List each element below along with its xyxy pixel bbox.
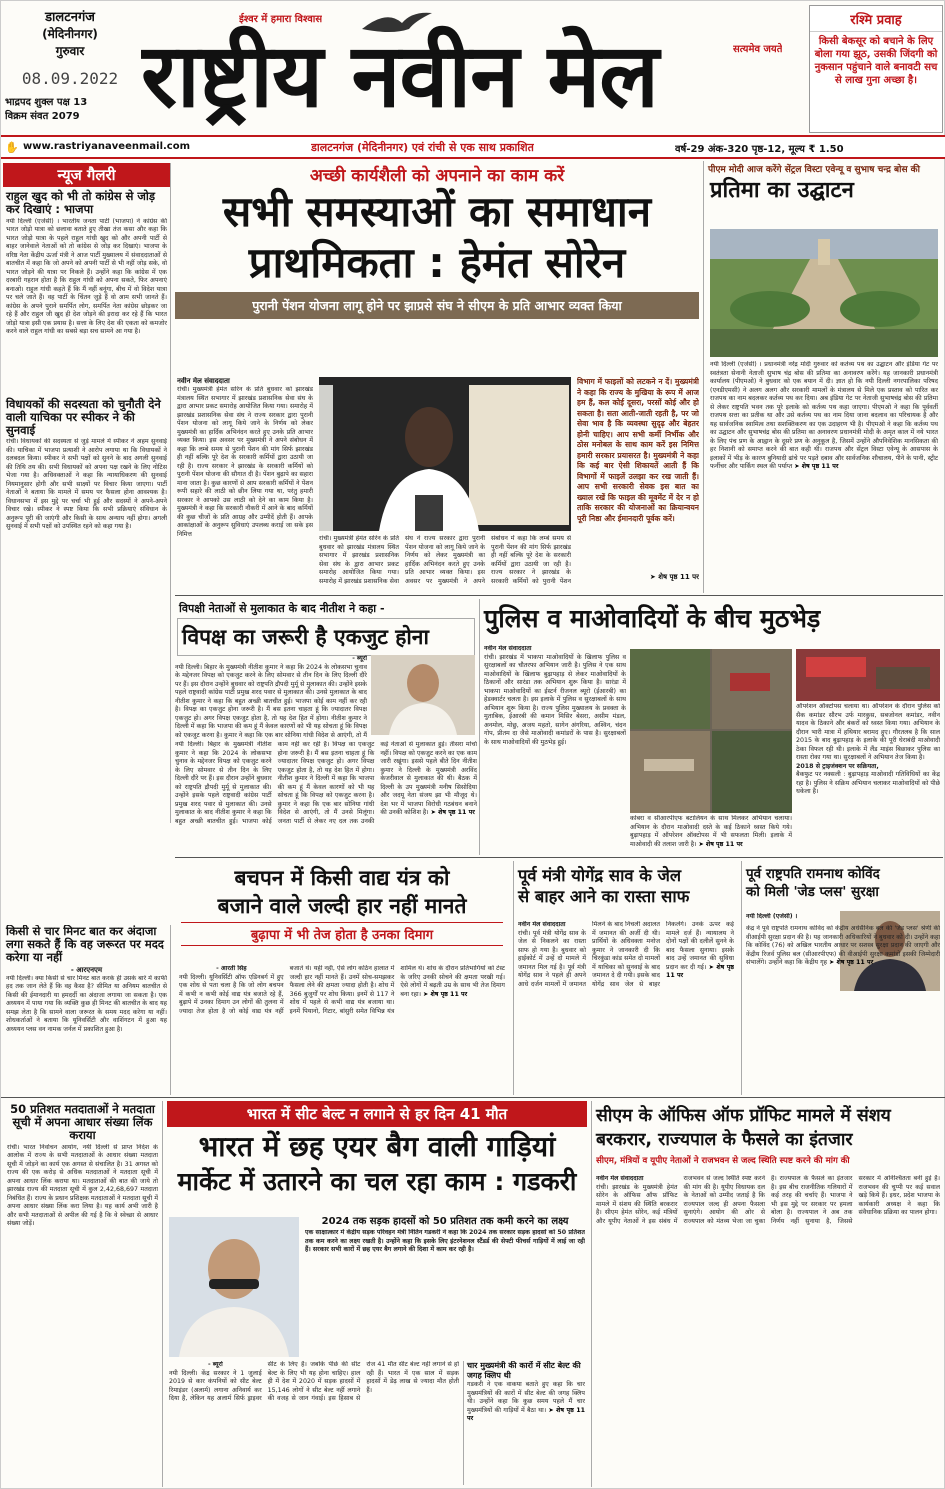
voter-aadhaar-story [3, 1101, 163, 1487]
gadkari-sub: 2024 तक सड़क हादसों को 50 प्रतिशत तक कमी करने का लक्ष्य [321, 1216, 569, 1227]
s1-headline: राहुल खुद को भी तो कांग्रेस से जोड़ कर दिखाएं : भाजपा [6, 189, 156, 216]
kovind-title-line2: को मिली 'जेड प्लस' सुरक्षा [746, 884, 879, 901]
maoist-body3: बैकफुट पर नक्सली : बुढ़ापहाड़ माओवादी गतिविधियों का केंद्र रहा है। पुलिस ने सक्रिय अभियान चलाकर माओवादियों को पीछे धकेला है। [796, 771, 940, 795]
nitish-more-link[interactable]: ➤ शेष पृष्ठ 11 पर [430, 809, 475, 816]
rashmi-text: किसी बेकसूर को बचाने के लिए बोला गया झूठ, उसकी जिंदगी को नुकसान पहुंचाने वाले बनावटी सच से लाख गुना अच्छा है। [814, 36, 938, 86]
cmoffice-title-line1: सीएम के ऑफिस ऑफ प्रॉफिट मामले में संशय [596, 1106, 891, 1126]
lead-byline: नवीन मेल संवाददाता [177, 377, 230, 385]
maoist-body-right [796, 703, 940, 853]
divider-1 [175, 595, 943, 596]
nitish-body-top [175, 655, 367, 739]
maoist-more-label: शेष पृष्ठ 11 पर [705, 840, 743, 848]
music-title-line1: बचपन में किसी वाद्य यंत्र को [234, 866, 450, 890]
lead-more-label[interactable]: शेष पृष्ठ 11 पर [658, 573, 699, 581]
lead-title-line1: सभी समस्याओं का समाधान [222, 187, 652, 236]
music-body-text: नयी दिल्ली। यूनिवर्सिटी ऑफ एडिनबर्ग में हुए एक शोध से पता चला है कि जो लोग बचपन में कभी न कभी कोई वाद्य यंत्र बजाते रहे हैं, बुढ़ापे में उनका दिमाग उन लोगों की तुलना में ज्यादा तेज होता है जो कोई वाद्य यंत्र नहीं बजाते थे। यही नहीं, ऐसे लोग कठिन हालात में जल्दी हार नहीं मानते हैं। उनमें सोच-समझकर फैसला लेने की क्षमता ज्यादा होती है। शोध में 366 बुजुर्गों पर शोध किया। इनमें से 117 ने शोध में पहले से कभी वाद्य यंत्र बजाया था। इनमें पियानो, गिटार, बांसुरी समेत विभिन्न यंत्र शामिल थे। शोध के दौरान प्रतिभागियों को टेस्ट के जरिए उनकी सोचने की क्षमता परखी गई। ऐसे लोगों में बढ़ती उम्र के साथ भी तेज दिमाग बना रहा। [179, 965, 505, 1015]
maoist-photo-collage [630, 649, 792, 813]
cmoffice-body-text: रांची। झारखंड के मुख्यमंत्री हेमंत सोरेन के ऑफिस ऑफ प्रॉफिट मामले में संशय की स्थिति बरकरार है। सीएम हेमंत सोरेन, कई मंत्रियों और यूपीए नेताओं ने इस संबंध में राजभवन से जल्द स्थिति स्पष्ट करने की मांग की है। यूपीए विधायक दल के नेताओं को उम्मीद जताई है कि राज्यपाल जल्द ही अपना फैसला सुनाएंगे। आयोग की ओर से राज्यपाल को मंतव्य भेजा जा चुका है। राज्यपाल के फैसले का इंतजार है। इस बीच राजनीतिक गलियारों में कई तरह की चर्चाएं हैं। भाजपा ने भी इस मुद्दे पर सरकार पर हमला बोला है। राज्यपाल ने अब तक निर्णय नहीं सुनाया है, जिससे सरकार में अनिश्चितता बनी हुई है। राजभवन की चुप्पी पर कई सवाल खड़े किये हैं। इधर, प्रदेश भाजपा के कार्यकारी अध्यक्ष ने कहा कि संवैधानिक प्रक्रिया का पालन होगा। [596, 1175, 940, 1225]
s4-body: रांची। भारत निर्वाचन आयोग, नयी दिल्ली से प्राप्त निर्देश के आलोक में राज्य के सभी मतदाताओं के आधार संख्या मतदाता सूची में जोड़ने का कार्य एक अगस्त से संचालित है। 31 अगस्त को राज्य की एक करोड़ से अधिक मतदाताओं ने मतदाता सूची में अपना आधार लिंक कराया था। मतदाताओं की बात की जाये तो झारखंड राज्य की मतदाता सूची में कुल 2,42,68,697 मतदाता निबंधित हैं। राज्य के प्रधान प्रशिक्षक मतदाताओं ने मतदाता सूची में अपना आधार संख्या लिंक करा लिया है। यह कार्य अभी जारी है और सभी मतदाताओं से अपील की गई है कि वे स्वेच्छा से आधार संख्या जोड़ें। [7, 1143, 158, 1228]
gadkari-story [167, 1101, 587, 1487]
nitish-title: विपक्ष का जरूरी है एकजुट होना [177, 618, 475, 656]
music-more-link[interactable]: ➤ शेष पृष्ठ 11 पर [423, 990, 468, 998]
gadkari-kicker: भारत में सीट बेल्ट न लगाने से हर दिन 41 मौत [167, 1101, 587, 1127]
music-byline: - आरती सिंह [216, 965, 247, 972]
kovind-title-line1: पूर्व राष्ट्रपति रामनाथ कोविंद [746, 866, 880, 882]
s1-body: नयी दिल्ली (एजेंसी) । भारतीय जनता पार्टी (भाजपा) ने कांग्रेस की भारत जोड़ो यात्रा को छलावा बताते हुए तीखा तंज कसा और कहा कि भारत जोड़ो यात्रा के पहले राहुल गांधी खुद को और अपनी पार्टी से बाहर जानेवाले नेताओं को तो कांग्रेस से जोड़ कर दिखाएं। भाजपा के वरिष्ठ नेता केंद्रीय ऊर्जा मंत्री ने आज पार्टी मुख्यालय में संवाददाताओं से बातचीत में कहा कि जो अपने को अपनी पार्टी से भी नहीं जोड़ सके, वो भारत जोड़ने की यात्रा पर निकले हैं। उन्होंने कहा कि कांग्रेस में एक दरबारी गहरान होता है कि राहुल गांधी को अपना सकते, फिर अपनाएं बनाओ। राहुल गांधी कहते हैं कि मैं नहीं बनूंगा, बीच में वो विदेश यात्रा पर चले जाते हैं। वह पार्टी के चिंतन जुड़े हैं वो आम सभी जानते हैं। कांग्रेस के अपने पुराने समर्पित लोग, समर्पित नेता कांग्रेस छोड़कर जा रहे हैं और राहुल जी खुद ही देश जोड़ने की इरादा कर रहे हैं कि भारत जोड़ो यात्रा इसी एक प्रयास है। सत्ता के लिए देश की एकता को कमजोर करने वाले राहुल गांधी का सबसे बड़ा सच सामने आ गया है। [6, 217, 167, 336]
nitish-more-label: शेष पृष्ठ 11 पर [438, 809, 475, 816]
masthead-title: राष्ट्रीय नवीन मेल [141, 24, 658, 127]
vista-body-text: नयी दिल्ली (एजेंसी) । प्रधानमंत्री नरेंद्र मोदी गुरुवार को कर्तव्य पथ का उद्घाटन और इंडिया गेट पर स्वतंत्रता सेनानी नेताजी सुभाष चंद्र बोस की प्रतिमा का अनावरण करेंगे। यह जानकारी प्रधानमंत्री कार्यालय (पीएमओ) ने बुधवार को एक बयान में दी। ज्ञात हो कि नयी दिल्ली नगरपालिका परिषद (एनडीएमसी) ने अलग अलग और सरकारी मामलों के मंत्रालय से मिले एक प्रस्ताव को पारित कर राजपथ का नाम बदलकर कर्तव्य पथ कर दिया। अब इंडिया गेट पर नेताजी सुभाषचंद्र बोस की प्रतिमा से लेकर राष्ट्रपति भवन तक पूरे इलाके को कर्तव्य पथ कहा जाएगा। पीएमओ ने कहा कि पूर्ववर्ती राजपथ सत्ता का प्रतीक था और उसे कर्तव्य पथ का नाम दिया जाना बदलाव का परिचायक है और यह सार्वजनिक स्वामित्व तथा सशक्तिकरण का एक उदाहरण भी है। पीएमओ ने कहा कि कर्तव्य पथ का उद्घाटन और सुभाषचंद्र बोस की प्रतिमा का अनावरण प्रधानमंत्री मोदी के अमृत काल में नये भारत के लिए पंच प्रण के आह्वान के दूसरे प्रण के अनुकूल है, जिसमें उन्होंने औपनिवेशिक मानसिकता की हर निशानी को समाप्त करने की बात कही थी। राजपथ और सेंट्रल विस्टा एवेन्यू के आसपास के इलाकों में भीड़ के कारण बुनियादी ढांचे पर पड़ते दबाव और सार्वजनिक शौचालय, पीने के पानी, स्ट्रीट फर्नीचर और पार्किंग स्थल की पर्याप्त [710, 361, 938, 470]
masthead-district: (मेदिनीनगर) [42, 27, 98, 41]
masthead-panchang2: विक्रम संवत 2079 [5, 111, 80, 122]
music-body [179, 965, 505, 1093]
vista-body [710, 361, 938, 589]
s3-byline: - आरएनएम [70, 965, 103, 974]
maoist-title: पुलिस व माओवादियों के बीच मुठभेड़ [484, 604, 821, 633]
gadkari-body [169, 1361, 459, 1485]
masthead-bar [1, 135, 945, 159]
s3-body: नयी दिल्ली। क्या किसी से चार मिनट बात करके ही उसके बारे में काफी हद तक जान लेते हैं कि वह कैसा है? सीमित या अनियम बातचीत से किसी की ईमानदारी या हमदर्दी का अंदाजा लगाया जा सकता है। एक अध्ययन में पाया गया कि व्यक्ति कुछ ही मिनट की बातचीत के बाद यह समझ लेता है कि सामने वाला जरूरत के समय मदद करेगा या नहीं। शोधकर्ताओं ने बताया कि यूनिवर्सिटी और वाशिंगटन में हुआ यह अध्ययन प्लस वन नामक जर्नल में प्रकाशित हुआ है। [6, 974, 167, 1033]
masthead-edition: डालटनगंज (मेदिनीनगर) एवं रांची से एक साथ प्रकाशित [311, 141, 534, 154]
gadkari-photo [169, 1217, 299, 1357]
masthead-left-box [5, 7, 135, 155]
nitish-photo [371, 655, 475, 735]
music-more-label: शेष पृष्ठ 11 पर [430, 990, 468, 998]
maoist-body-left [484, 645, 626, 853]
maoist-body1: रांची। झारखंड में भाकपा माओवादियों के खिलाफ पुलिस व सुरक्षाबलों का चौतरफा अभियान जारी है। पुलिस ने एक साथ माओवादियों के खिलाफ बुढ़ापहाड़ से लेकर माओवादियों के ठिकानों और सारंडा तक अभियान शुरू किया है। सारंडा में भाकपा माओवादियों का ईस्टर्न रीजनल ब्यूरो (ईआरबी) का हेडक्वार्टर चलता है। इस इलाके में पुलिस व सुरक्षाबलों के साथ अभियान शुरू किया है। राज्य पुलिस मुख्यालय के प्रवक्ता के मुताबिक, ईआरबी की कमान मिसिर बेसरा, असीम मंडल, अनमोल, मोछु, अजय महतो, सागेन अंगरिया, अश्विन, चंदन गोप, प्रीतम दा जैसे माओवादी कमांडरों के पास है। सुरक्षाबलों के साथ माओवादियों की मुठभेड़ हुई। [484, 653, 626, 746]
lead-body-left [177, 377, 313, 587]
nitish-body-bottom [175, 741, 477, 853]
masthead-panchang1: भाद्रपद शुक्ल पक्ष 13 [5, 97, 88, 108]
maoist-photo-2 [796, 649, 940, 701]
gadkari-box-body [467, 1381, 585, 1424]
masthead-motto: सत्यमेव जयते [733, 44, 783, 55]
divider-3 [1, 1097, 945, 1098]
vista-kicker: पीएम मोदी आज करेंगे सेंट्रल विस्टा एवेन्यू व सुभाष चन्द्र बोस की [708, 165, 920, 175]
gadkari-box [463, 1361, 585, 1485]
vista-more-link[interactable]: ➤ शेष पृष्ठ 11 पर [794, 463, 839, 470]
maoist-body-mid [630, 815, 792, 853]
gadkari-box-body-text: गडकरी ने एक वाकया बताते हुए कहा कि चार मुख्यमंत्रियों की कारों में सीट बेल्ट की जगह क्लिप थी। उन्होंने कहा कि कुछ समय पहले मैं चार मुख्यमंत्रियों की गाड़ियों में बैठा था। [467, 1381, 585, 1414]
lead-kicker: अच्छी कार्यशैली को अपनाने का काम करें [309, 166, 565, 186]
lead-title-line2: प्राथमिकता : हेमंत सोरेन [248, 238, 626, 288]
cmoffice-strap: सीएम, मंत्रियों व यूपीए नेताओं ने राजभवन से जल्द स्थिति स्पष्ट करने की मांग की [596, 1156, 850, 1167]
cm-office-story [591, 1101, 943, 1487]
s3-headline: किसी से चार मिनट बात कर अंदाजा लगा सकते हैं कि वह जरूरत पर मदद करेगा या नहीं [6, 925, 164, 964]
kovind-more-link[interactable]: ➤ शेष पृष्ठ 11 पर [828, 959, 874, 966]
kovind-body-text: केंद्र ने पूर्व राष्ट्रपति रामनाथ कोविंद को केंद्रीय अर्धसैनिक बल की 'जेड प्लस' श्रेणी की वीआईपी सुरक्षा प्रदान की है। यह जानकारी अधिकारियों ने बुधवार को दी। उन्होंने कहा कि कोविंद (76) को अखिल भारतीय आधार पर सशस्त्र सुरक्षा प्रदान की जाएगी और केंद्रीय रिजर्व पुलिस बल (सीआरपीएफ) की वीआईपी सुरक्षा कमांडो इसकी जिम्मेदारी संभालेंगे। उन्होंने कहा कि केंद्रीय गृह [746, 925, 940, 966]
yogendra-more-label: शेष पृष्ठ 11 पर [666, 963, 734, 979]
gadkari-more-link[interactable]: ➤ शेष पृष्ठ 11 पर [467, 1406, 585, 1422]
rashmi-box [809, 5, 943, 133]
gadkari-body-text: नयी दिल्ली। केंद्र सरकार ने 1 जुलाई 2019 से कार कंपनियों को सीट बेल्ट रिमाइंडर (अलार्म) लगाना अनिवार्य कर दिया है, लेकिन यह अलार्म सिर्फ ड्राइवर सीट के लिए है। जबकि पीछे की सीट बेल्ट के लिए भी यह होना चाहिए। हाल ही में देश में 2020 में सड़क हादसों में 15,146 लोगों ने सीट बेल्ट नहीं लगाने की वजह से जान गंवाई। इस हिसाब से रोज 41 मौत सीट बेल्ट नहीं लगाने से हो रही हैं। भारत में एक साल में सड़क हादसों में डेढ़ लाख से ज्यादा मौत होती हैं। [169, 1361, 459, 1402]
kovind-story [741, 861, 943, 1095]
lead-quote: विभाग में फाइलों को लटकने न दें। मुख्यमंत्री ने कहा कि राज्य के मुखिया के रूप में आज हम हैं, कल कोई दूसरा, परसों कोई और हो सकता है। सता आती-जाती रहती है, पर जो सेवा भाव है कि व्यवस्था सुदृढ़ और बेहतर होनी चाहिए। आप सभी कर्मी निर्भीक और ठोस मनोबल के साथ काम करें इस निमित्त हमारी सरकार प्रयासरत है। मुख्यमंत्री ने कहा कि कई बार ऐसी शिकायतें आती हैं कि विभागों में फाइलें उलझा कर रख जाती हैं। आप सभी सरकारी सेवक इस बात का ख्याल रखें कि फाइल की मूवमेंट में देर न हो ताकि सरकार की योजनाओं का क्रियान्वयन पूरी निष्ठा और ईमानदारी पूर्वक करें। [577, 377, 699, 523]
masthead-city: डालटनगंज [45, 10, 95, 25]
yogendra-more-link[interactable]: ➤ शेष पृष्ठ 11 पर [666, 963, 734, 979]
gadkari-title-line1: भारत में छह एयर बैग वाली गाड़ियां [198, 1130, 556, 1163]
maoist-body2: ऑपरेशन ऑक्टोपस चलाया था। ऑपरेशन के दौरान पुलिस को सैक कमांडर सौरभ उर्फ मारकुस, सबजोनल कमांडर, नवीन यादव के ठिकाने और बंकरों को ध्वस्त किया गया। अभियान के दौरान भारी मात्रा में हथियार बरामद हुए। गौरतलब है कि साल 2015 के बाद बुढ़ापहाड़ के इलाके की पूरी घेराबंदी माओवादी ठेका विफल रही थी। इलाके में लैंड माइंस बिछाकर पुलिस का रास्ता रोका गया था। सुरक्षाबलों ने अभियान तेज किया है। [796, 703, 940, 761]
lead-body-continued: रांची। मुख्यमंत्री हेमंत सोरेन के प्रति बुधवार को झारखंड मंत्रालय स्थित सभागार में झारखंड प्रशासनिक सेवा संघ के द्वारा आभार प्रकट समारोह आयोजित किया गया। समारोह में झारखंड प्रशासनिक सेवा संघ ने राज्य सरकार द्वारा पुरानी पेंशन योजना को लागू किये जाने के निर्णय को लेकर मुख्यमंत्री का हार्दिक अभिनंदन करते हुए उनके प्रति आभार व्यक्त किया। इस अवसर पर मुख्यमंत्री ने अपने संबोधन में कहा कि लम्बे समय से पुरानी पेंशन की मांग सिर्फ झारखंड ही नहीं बल्कि पूरे देश के सरकारी कर्मियों द्वारा उठायी जा रही है। राज्य सरकार ने झारखंड के सरकारी कर्मियों को पुरानी पेंशन [319, 535, 571, 585]
s2-headline: विधायकों की सदस्यता को चुनौती देने वाली याचिका पर स्पीकर ने की सुनवाई [6, 396, 161, 437]
news-gallery-heading: न्यूज गैलरी [3, 163, 170, 187]
s3-story [3, 925, 171, 1095]
lead-quote-box [577, 377, 699, 589]
hemant-soren-photo [319, 377, 571, 531]
gadkari-lead-text: एक साक्षात्कार में केंद्रीय सड़क परिवहन मंत्री नितिन गडकरी ने कहा कि 2024 तक सरकार सड़क हादसों को 50 प्रतिशत तक कम करने का लक्ष्य रखती है। उन्होंने कहा कि इसके लिए इंटरनेशनल स्टैंडर्ड की सेफ्टी फीचर्स गाड़ियों में लाई जा रही हैं। सरकार सभी कारों में छह एयर बैग लगाने की दिशा में काम कर रही है। [305, 1229, 585, 1253]
yogendra-title-line1: पूर्व मंत्री योगेंद्र साव के जेल [518, 866, 682, 885]
maoist-byline: नवीन मेल संवाददाता [484, 645, 532, 652]
vista-story [703, 161, 943, 593]
globe-icon: ✋ [5, 141, 19, 154]
masthead-website[interactable]: www.rastriyanaveenmail.com [23, 141, 191, 152]
nitish-body-text: नयी दिल्ली। बिहार के मुख्यमंत्री नीतीश कुमार ने कहा कि 2024 के लोकसभा चुनाव के मद्देनजर विपक्ष को एकजुट करने के लिए सोमवार से तीन दिन के लिए दिल्ली दौरे पर हैं। इस दौरान उन्होंने बुधवार को राष्ट्रपति द्रौपदी मुर्मू से मुलाकात की। उन्होंने इसके पहले राष्ट्रवादी कांग्रेस पार्टी प्रमुख शरद पवार से मुलाकात की। उनसे मुलाकात के बाद नीतीश कुमार ने कहा कि बहुत अच्छी बातचीत हुई। भाजपा कोई काम नहीं कर रही है। विपक्ष का एकजुट होना जरूरी है। मैं बस इतना चाहता हूं कि ज्यादातर विपक्ष एकजुट हो। अगर विपक्ष एकजुट होता है, तो यह देश हित में होगा। नीतीश कुमार ने दिल्ली में कहा कि भाजपा की कम हूं मैं केवल कारणों को भी यह सोचता हूं कि विपक्ष को एकजुट करना है। कुमार ने कहा कि एक बार सोनिया गांधी विदेश से आएंगी, तो मैं [175, 663, 367, 739]
masthead-date: 08.09.2022 [21, 69, 119, 88]
gadkari-byline: - ब्यूरो [207, 1361, 223, 1368]
maoist-more-link[interactable]: ➤ शेष पृष्ठ 11 पर [698, 840, 743, 848]
nitish-byline: - ब्यूरो [352, 655, 367, 662]
nitish-figure [371, 655, 475, 735]
masthead [1, 1, 945, 159]
music-strap: बुढ़ापा में भी तेज होता है उनका दिमाग [181, 922, 503, 946]
divider-2 [175, 857, 943, 858]
cmoffice-byline: नवीन मेल संवाददाता [596, 1175, 644, 1182]
maoist-story [479, 599, 943, 855]
kovind-byline: नयी दिल्ली (एजेंसी) । [746, 913, 798, 920]
maoist-recovered-items [630, 649, 792, 813]
s4-headline: 50 प्रतिशत मतदाताओं ने मतदाता सूची में अपना आधार संख्या लिंक कराया [10, 1102, 155, 1142]
lead-more [577, 573, 699, 582]
central-vista-photo [710, 229, 938, 357]
yogendra-byline: नवीन मेल संवाददाता [518, 921, 566, 928]
news-gallery-column [3, 163, 171, 823]
arrow-icon: ➤ [649, 573, 656, 581]
gadkari-lead [305, 1229, 585, 1359]
gadkari-figure [169, 1217, 299, 1357]
vista-more-label: शेष पृष्ठ 11 पर [801, 463, 839, 470]
cmoffice-title-line2: बरकरार, राज्यपाल के फैसले का इंतजार [596, 1129, 853, 1150]
masthead-tagline: ईश्वर में हमारा विश्वास [239, 14, 323, 25]
masthead-day: गुरुवार [55, 44, 85, 58]
s2-body: रांची। विधायकों की सदस्यता से जुड़े मामले में स्पीकर ने अहम सुनवाई की। याचिका में भाजपा प्रत्याशी ने आरोप लगाया था कि विधायकों ने दलबदल किया। स्पीकर ने सभी पक्षों को सुनने के बाद अगली सुनवाई की तिथि तय की। सभी विधायकों को अपना पक्ष रखने के लिए नोटिस भेजा गया है। अधिवक्ताओं ने कहा कि न्यायाधिकरण की सुनवाई नियमानुसार होगी और सभी साक्ष्यों पर विचार किया जाएगा। पार्टी नेताओं ने बताया कि मामले में समय पर फैसला होना आवश्यक है। विधानसभा में इस मुद्दे पर चर्चा भी हुई और सदस्यों ने अपने-अपने विचार रखे। स्पीकर ने स्पष्ट किया कि सभी प्रक्रियाएं संविधान के अनुरूप पूरी की जाएंगी और किसी के साथ अन्याय नहीं होगा। अगली सुनवाई में सभी पक्षों को उपस्थित रहने को कहा गया है। [6, 438, 167, 531]
maoist-banners [796, 649, 940, 701]
nitish-kicker: विपक्षी नेताओं से मुलाकात के बाद नीतीश ने कहा - [179, 602, 385, 615]
gadkari-more-label: शेष पृष्ठ 11 पर [467, 1406, 585, 1422]
lead-strap: पुरानी पेंशन योजना लागू होने पर झाप्रसे संघ ने सीएम के प्रति आभार व्यक्त किया [175, 292, 699, 319]
yogendra-title-line2: से बाहर आने का रास्ता साफ [518, 887, 690, 907]
maoist-body4: कोबरा व सीआरपीएफ बटालियन के साथ मिलकर अभियान चलाया। अभियान के दौरान माओवादी दस्ते के कई ठिकाने ध्वस्त किये गये। बुढ़ापहाड़ में ऑपरेशन ऑक्टोपस में भी सफलता मिली। इलाके में माओवादी की तलाश जारी है। [630, 815, 792, 848]
hemant-soren-figure [319, 377, 571, 531]
yogendra-body-text: रांची। पूर्व मंत्री योगेंद्र साव के जेल से निकलने का रास्ता साफ हो गया है। बुधवार को हाईकोर्ट में उन्हें दो मामले में जमानत मिल गई है। पूर्व मंत्री योगेंद्र साव ने पहले ही अपने आधे दर्जन मामलों में जमानत मिलने के बाद निचली अदालत में जमानत की अर्जी दी थी। प्रार्थियों के अधिवक्ता मनोज कुमार ने जानकारी दी कि चिरकुंडा कांड समेत दो मामलों में याचिका को सुनवाई के बाद जमानत दे दी गयी। इसके बाद योगेंद्र साव जेल से बाहर निकलेंगे। उनके ऊपर कई मामले दर्ज हैं। न्यायालय ने दोनों पक्षों की दलीलें सुनने के बाद फैसला सुनाया। इसके बाद उन्हें जमानत की सुविधा प्रदान कर दी गई। [518, 921, 734, 988]
nitish-story [175, 599, 477, 855]
gadkari-title-line2: मार्केट में उतारने का चल रहा काम : गडकरी [177, 1167, 577, 1197]
rashmi-title: रश्मि प्रवाह [810, 6, 942, 32]
yogendra-story [513, 861, 737, 1095]
lead-body: रांची। मुख्यमंत्री हेमंत सोरेन के प्रति बुधवार को झारखंड मंत्रालय स्थित सभागार में झारखंड प्रशासनिक सेवा संघ के द्वारा आभार प्रकट समारोह आयोजित किया गया। समारोह में झारखंड प्रशासनिक सेवा संघ ने राज्य सरकार द्वारा पुरानी पेंशन योजना को लागू किये जाने के निर्णय को लेकर मुख्यमंत्री का हार्दिक अभिनंदन करते हुए उनके प्रति आभार व्यक्त किया। इस अवसर पर मुख्यमंत्री ने अपने संबोधन में कहा कि लम्बे समय से पुरानी पेंशन की मांग सिर्फ झारखंड ही नहीं बल्कि पूरे देश के सरकारी कर्मियों द्वारा उठायी जा रही है। राज्य सरकार ने झारखंड के सरकारी कर्मियों को पुरानी पेंशन योजना की सौगात दी है। पेंशन बुढ़ापे का सहारा माना जाता है। कुछ कारणों से आप सरकारी कर्मियों ने पेंशन रूपी सहारे की लाठी को छीन लिया गया था, परंतु हमारी सरकार ने आपको उस लाठी को देने का काम किया है। मुख्यमंत्री ने कहा कि सरकारी नौकरी में आने के बाद कर्मियों की कुछ चीजों के प्रति आग्रह और उम्मीदें होती हैं। आपके आकांक्षाओं के अनुरूप सुविधाएं उपलब्ध कराई जा सके इस निमित्त [177, 386, 313, 538]
gadkari-box-title: चार मुख्यमंत्री की कारों में सीट बेल्ट की जगह क्लिप थी [467, 1361, 581, 1380]
cmoffice-body [596, 1175, 940, 1485]
central-vista-aerial [710, 229, 938, 357]
kovind-more-label: शेष पृष्ठ 11 पर [836, 959, 874, 966]
yogendra-body [518, 921, 734, 1093]
nitish-body-text-2: नयी दिल्ली। बिहार के मुख्यमंत्री नीतीश कुमार ने कहा कि 2024 के लोकसभा चुनाव के मद्देनजर विपक्ष को एकजुट करने के लिए सोमवार से तीन दिन के लिए दिल्ली दौरे पर हैं। इस दौरान उन्होंने बुधवार को राष्ट्रपति द्रौपदी मुर्मू से मुलाकात की। उन्होंने इसके पहले राष्ट्रवादी कांग्रेस पार्टी प्रमुख शरद पवार से मुलाकात की। उनसे मुलाकात के बाद नीतीश कुमार ने कहा कि बहुत अच्छी बातचीत हुई। भाजपा कोई काम नहीं कर रही है। विपक्ष का एकजुट होना जरूरी है। मैं बस इतना चाहता हूं कि ज्यादातर विपक्ष एकजुट हो। अगर विपक्ष एकजुट होता है, तो यह देश हित में होगा। नीतीश कुमार ने दिल्ली में कहा कि भाजपा की कम हूं मैं केवल कारणों को भी यह सोचता हूं कि विपक्ष को एकजुट करना है। कुमार ने कहा कि एक बार सोनिया गांधी विदेश से आएंगी, तो मैं उनसे मिलूंगा। जनता पार्टी से लेकर नए दल तक उनकी कई नेताओं से मुलाकात हुई। तीसरा मोर्चा नहीं। विपक्ष को एकजुट करने का एक काम जारी रखूंगा। इससे पहले बीते दिन नीतीश कुमार ने दिल्ली के मुख्यमंत्री अरविंद केजरीवाल से मुलाकात की थी। बैठक में दिल्ली के उप मुख्यमंत्री मनीष सिसोदिया और जदयू नेता संजय झा भी मौजूद थे। देश भर में भाजपा विरोधी गठबंधन बनाने की उनकी कोशिश है। [175, 741, 477, 825]
maoist-sub: 2018 से ट्राइजंक्शन पर सक्रियता, [796, 762, 879, 770]
music-title-line2: बजाने वाले जल्दी हार नहीं मानते [217, 893, 467, 918]
music-story [175, 861, 509, 1095]
lead-body-lower [319, 535, 571, 591]
kovind-body [746, 925, 940, 1093]
masthead-issue: वर्ष-29 अंक-320 पृष्ठ-12, मूल्य ₹ 1.50 [675, 144, 844, 155]
vista-title: प्रतिमा का उद्घाटन [710, 178, 854, 203]
